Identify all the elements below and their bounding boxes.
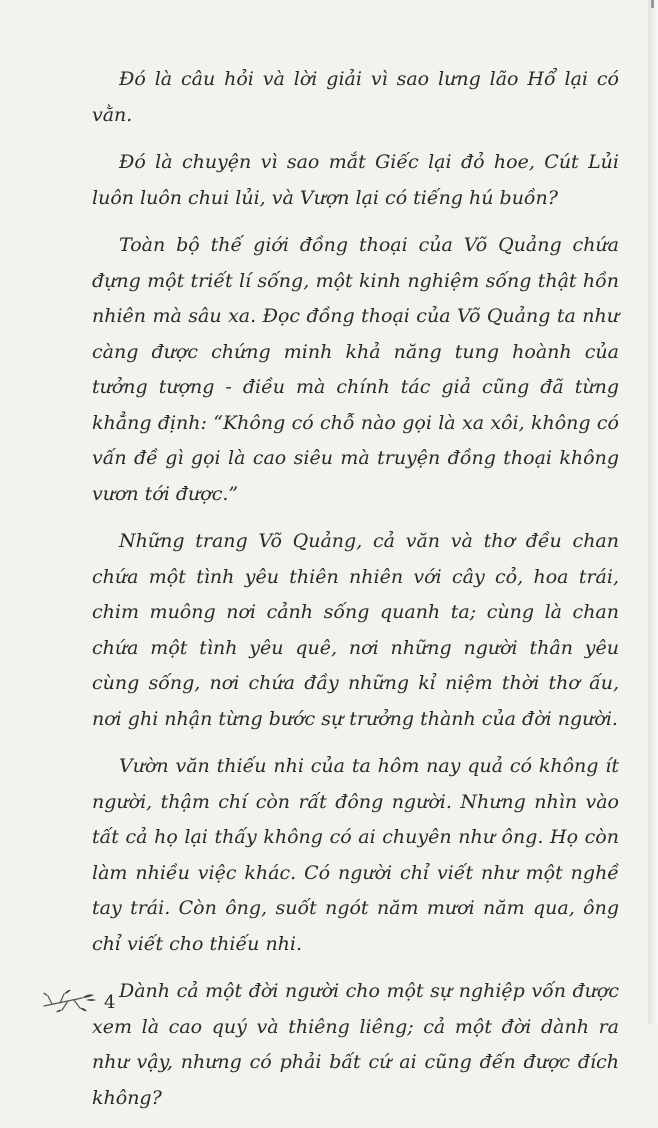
paragraph-2: Đó là chuyện vì sao mắt Giếc lại đỏ hoe, Cút Lủi luôn luôn chui lủi, và Vượn lại có tiếng hú buồn? (92, 151, 619, 209)
page-edge-shadow (648, 0, 658, 1024)
scan-corner-mark (651, 0, 654, 8)
paragraph-3: Toàn bộ thế giới đồng thoại của Võ Quảng chứa đựng một triết lí sống, một kinh nghiệm sống thật hồn nhiên mà sâu xa. Đọc đồng thoại của Võ Quảng ta như càng được chứng minh khả năng tung hoành của tưởng tượng - điều mà chính tác giả cũng đã từng khẳng định: “Không có chỗ nào gọi là xa xôi, không có vấn đề gì gọi là cao siêu mà truyện đồng thoại không vươn tới được.” (92, 234, 619, 505)
bamboo-branch-icon (42, 988, 98, 1014)
paragraph-1: Đó là câu hỏi và lời giải vì sao lưng lão Hổ lại có vằn. (92, 68, 619, 126)
body-text (92, 62, 619, 1128)
paragraph-6: Dành cả một đời người cho một sự nghiệp vốn được xem là cao quý và thiêng liêng; cả một đời dành ra như vậy, nhưng có phải bất cứ ai cũng đến được đích không? (92, 980, 619, 1109)
page-number: 4 (104, 992, 116, 1013)
paragraph-4: Những trang Võ Quảng, cả văn và thơ đều chan chứa một tình yêu thiên nhiên với cây cỏ, hoa trái, chim muông nơi cảnh sống quanh ta; cùng là chan chứa một tình yêu quê, nơi những người thân yêu cùng sống, nơi chứa đầy những kỉ niệm thời thơ ấu, nơi ghi nhận từng bước sự trưởng thành của đời người. (92, 530, 619, 730)
paragraph-5: Vườn văn thiếu nhi của ta hôm nay quả có không ít người, thậm chí còn rất đông người. Nhưng nhìn vào tất cả họ lại thấy không có ai chuyên như ông. Họ còn làm nhiều việc khác. Có người chỉ viết như một nghề tay trái. Còn ông, suốt ngót năm mươi năm qua, ông chỉ viết cho thiếu nhi. (92, 755, 619, 955)
